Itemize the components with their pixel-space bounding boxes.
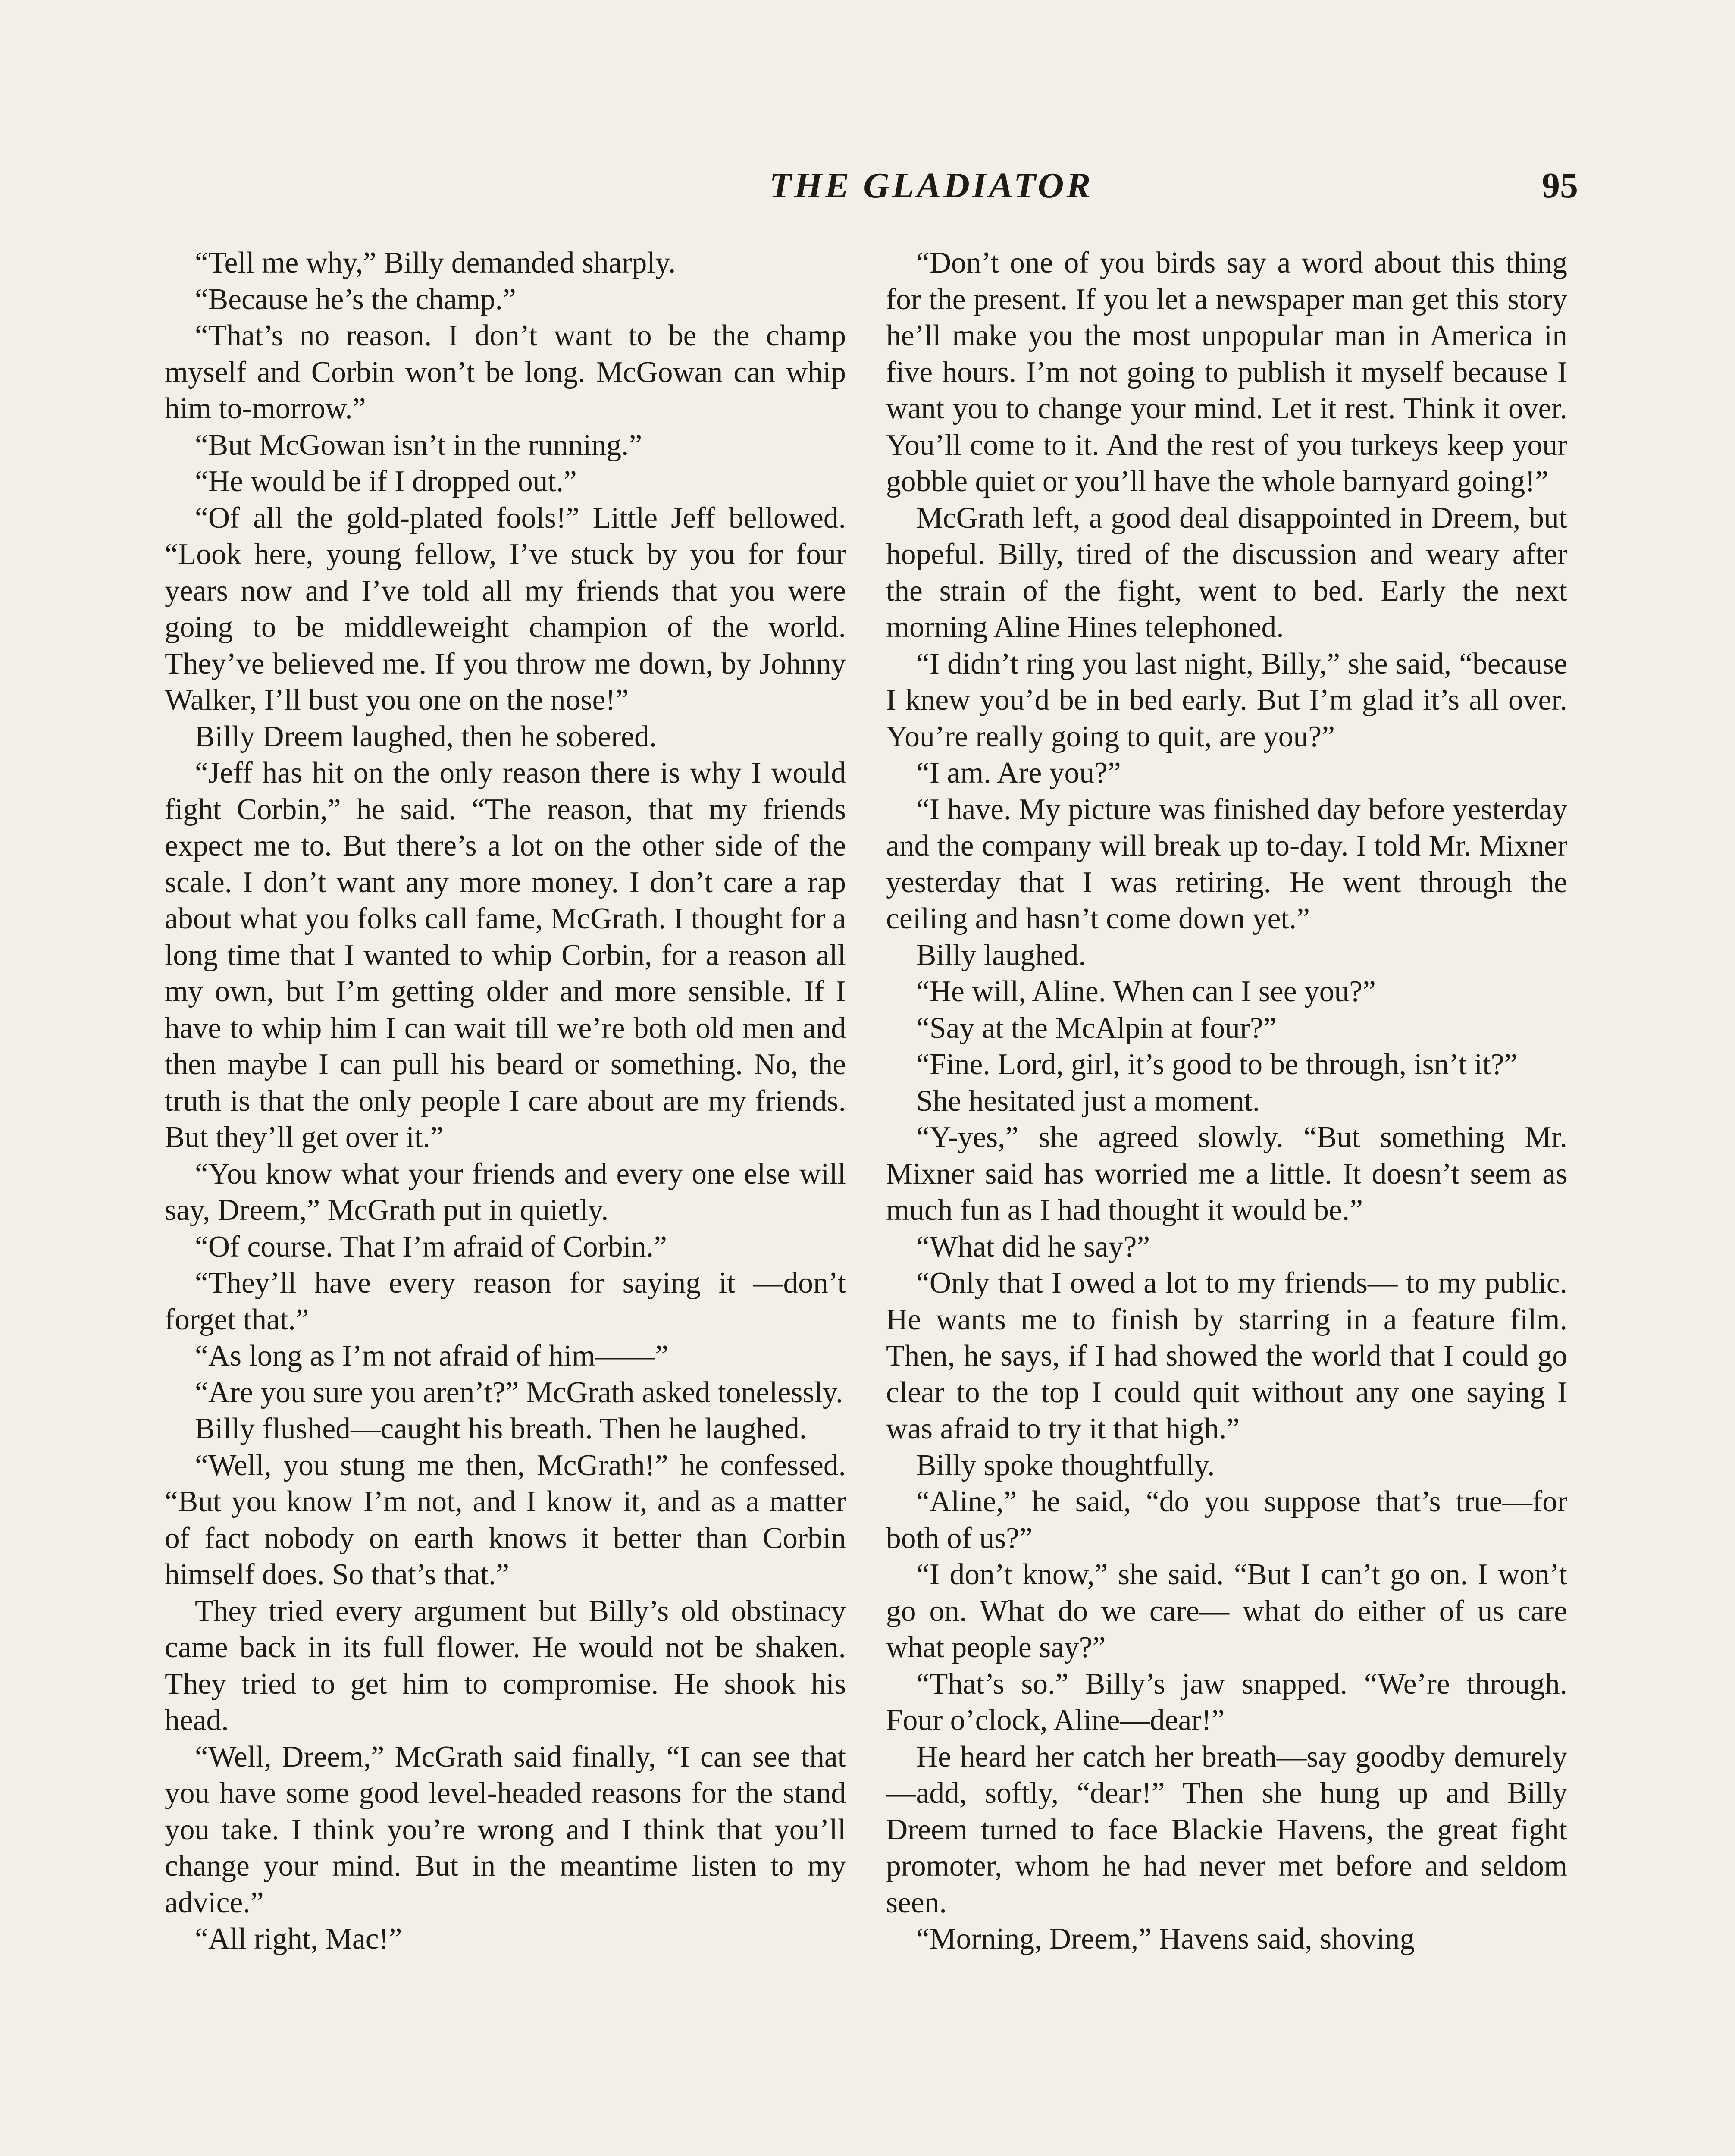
paragraph: Billy Dreem laughed, then he sobered.: [195, 720, 657, 753]
paragraph: “Morning, Dreem,” Havens said, shoving: [916, 1922, 1415, 1955]
paragraph: “Say at the McAlpin at four?”: [916, 1011, 1277, 1045]
paragraph: “You know what your friends and every one else will say, Dreem,” McGrath put in quietly.: [165, 1157, 846, 1227]
paragraph: “I don’t know,” she said. “But I can’t go on. I won’t go on. What do we care— what do either of us care what people say?”: [886, 1558, 1567, 1664]
running-header: THE GLADIATOR: [769, 166, 1093, 206]
paragraph: “What did he say?”: [916, 1230, 1150, 1263]
paragraph: “Only that I owed a lot to my friends— to my public. He wants me to finish by starring in a feature film. Then, he says, if I had showed the world that I could go clear to the top I could quit without any one saying I was afraid to try it that high.”: [886, 1266, 1567, 1445]
paragraph: “Well, you stung me then, McGrath!” he confessed. “But you know I’m not, and I know it, and as a matter of fact nobody on earth knows it better than Corbin himself does. So that’s that.”: [165, 1448, 846, 1591]
paragraph: “I am. Are you?”: [916, 756, 1121, 790]
paragraph: She hesitated just a moment.: [916, 1084, 1260, 1118]
paragraph: “But McGowan isn’t in the running.”: [195, 428, 642, 462]
paragraph: “Of all the gold-plated fools!” Little Jeff bellowed. “Look here, young fellow, I’ve stuck by you for four years now and I’ve told all my friends that you were going to be middleweight champion of the world. They’ve believed me. If you throw me down, by Johnny Walker, I’ll bust you one on the nose!”: [165, 501, 846, 717]
paragraph: “I didn’t ring you last night, Billy,” she said, “because I knew you’d be in bed early. But I’m glad it’s all over. You’re really going to quit, are you?”: [886, 647, 1567, 753]
paragraph: “That’s so.” Billy’s jaw snapped. “We’re through. Four o’clock, Aline—dear!”: [886, 1667, 1567, 1737]
paragraph: “He will, Aline. When can I see you?”: [916, 975, 1376, 1008]
paragraph: “Fine. Lord, girl, it’s good to be through, isn’t it?”: [916, 1048, 1518, 1081]
paragraph: “All right, Mac!”: [195, 1922, 402, 1955]
paragraph: “Because he’s the champ.”: [195, 282, 516, 316]
left-column: [165, 245, 846, 1958]
paragraph: “Well, Dreem,” McGrath said finally, “I can see that you have some good level-headed reasons for the stand you take. I think you’re wrong and I think that you’ll change your mind. But in the meantime listen to my advice.”: [165, 1740, 846, 1919]
page-number: 95: [1542, 166, 1578, 206]
paragraph: “Jeff has hit on the only reason there is why I would fight Corbin,” he said. “The reason, that my friends expect me to. But there’s a lot on the other side of the scale. I don’t want any more money. I don’t care a rap about what you folks call fame, McGrath. I thought for a long time that I wanted to whip Corbin, for a reason all my own, but I’m getting older and more sensible. If I have to whip him I can wait till we’re both old men and then maybe I can pull his beard or something. No, the truth is that the only people I care about are my friends. But they’ll get over it.”: [165, 756, 846, 1154]
paragraph: “Tell me why,” Billy demanded sharply.: [195, 246, 676, 279]
paragraph: He heard her catch her breath—say goodby demurely—add, softly, “dear!” Then she hung up and Billy Dreem turned to face Blackie Havens, the great fight promoter, whom he had never met before and seldom seen.: [886, 1740, 1567, 1919]
paragraph: Billy spoke thoughtfully.: [916, 1448, 1215, 1482]
paragraph: “They’ll have every reason for saying it —don’t forget that.”: [165, 1266, 846, 1336]
right-column: [886, 245, 1567, 1958]
paragraph: Billy laughed.: [916, 938, 1086, 972]
paragraph: They tried every argument but Billy’s old obstinacy came back in its full flower. He would not be shaken. They tried to get him to compromise. He shook his head.: [165, 1594, 846, 1737]
paragraph: “Don’t one of you birds say a word about this thing for the present. If you let a newspaper man get this story he’ll make you the most unpopular man in America in five hours. I’m not going to publish it myself because I want you to change your mind. Let it rest. Think it over. You’ll come to it. And the rest of you turkeys keep your gobble quiet or you’ll have the whole barnyard going!”: [886, 246, 1567, 498]
paragraph: “I have. My picture was finished day before yesterday and the company will break up to-day. I told Mr. Mixner yesterday that I was retiring. He went through the ceiling and hasn’t come down yet.”: [886, 793, 1567, 935]
paragraph: “Y-yes,” she agreed slowly. “But something Mr. Mixner said has worried me a little. It doesn’t seem as much fun as I had thought it would be.”: [886, 1121, 1567, 1227]
paragraph: “As long as I’m not afraid of him——”: [195, 1339, 669, 1373]
paragraph: “Of course. That I’m afraid of Corbin.”: [195, 1230, 667, 1263]
paragraph: “Aline,” he said, “do you suppose that’s true—for both of us?”: [886, 1485, 1567, 1555]
paragraph: “He would be if I dropped out.”: [195, 465, 577, 498]
paragraph: Billy flushed—caught his breath. Then he laughed.: [195, 1412, 807, 1445]
paragraph: “That’s no reason. I don’t want to be the champ myself and Corbin won’t be long. McGowan can whip him to-morrow.”: [165, 319, 846, 425]
paragraph: “Are you sure you aren’t?” McGrath asked tonelessly.: [195, 1376, 843, 1409]
paragraph: McGrath left, a good deal disappointed in Dreem, but hopeful. Billy, tired of the discussion and weary after the strain of the fight, went to bed. Early the next morning Aline Hines telephoned.: [886, 501, 1567, 644]
